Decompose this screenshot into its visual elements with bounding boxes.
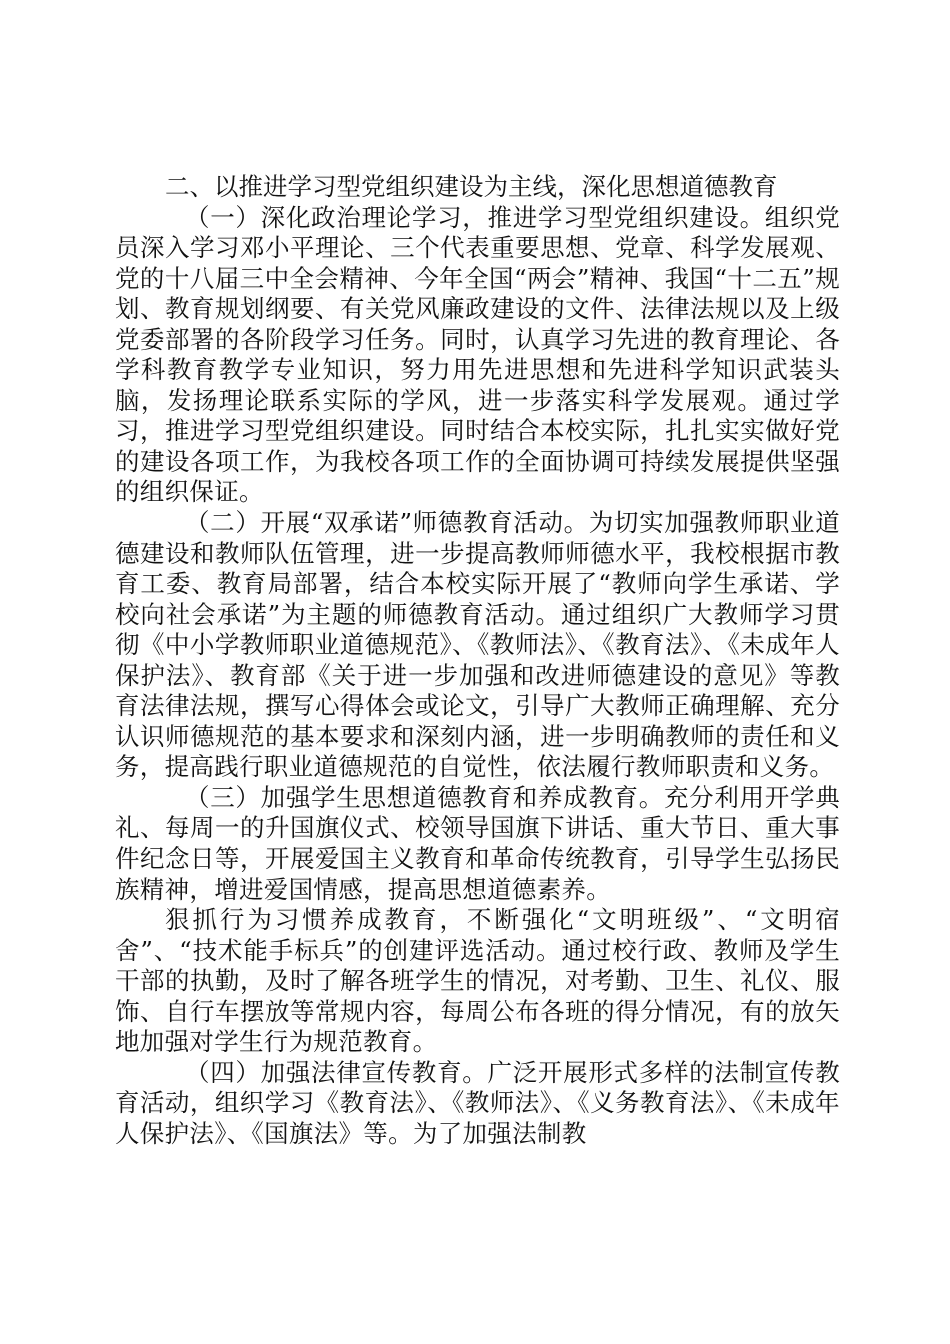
paragraph-dual-commitment: （二）开展“双承诺”师德教育活动。为切实加强教师职业道德建设和教师队伍管理，进一步提高教师师德水平，我校根据市教育工委、教育局部署，结合本校实际开展了“教师向学生承诺、学校向社会承诺”为主题的师德教育活动。通过组织广大教师学习贯彻《中小学教师职业道德规范》、《教师法》、《教育法》、《未成年人保护法》、教育部《关于进一步加强和改进师德建设的意见》等教育法律法规，撰写心得体会或论文，引导广大教师正确理解、充分认识师德规范的基本要求和深刻内涵，进一步明确教师的责任和义务，提高践行职业道德规范的自觉性，依法履行教师职责和义务。 — [115, 508, 840, 782]
paragraph-student-moral-education: （三）加强学生思想道德教育和养成教育。充分利用开学典礼、每周一的升国旗仪式、校领导国旗下讲话、重大节日、重大事件纪念日等，开展爱国主义教育和革命传统教育，引导学生弘扬民族精神，增进爱国情感，提高思想道德素养。 — [115, 782, 840, 904]
paragraph-legal-education: （四）加强法律宣传教育。广泛开展形式多样的法制宣传教育活动，组织学习《教育法》、《教师法》、《义务教育法》、《未成年人保护法》、《国旗法》等。为了加强法制教 — [115, 1057, 840, 1148]
document-page — [115, 172, 840, 1150]
section-heading: 二、以推进学习型党组织建设为主线，深化思想道德教育 — [165, 172, 778, 201]
paragraph-political-study: （一）深化政治理论学习，推进学习型党组织建设。组织党员深入学习邓小平理论、三个代表重要思想、党章、科学发展观、党的十八届三中全会精神、今年全国“两会”精神、我国“十二五”规划、教育规划纲要、有关党风廉政建设的文件、法律法规以及上级党委部署的各阶段学习任务。同时，认真学习先进的教育理论、各学科教育教学专业知识，努力用先进思想和先进科学知识武装头脑，发扬理论联系实际的学风，进一步落实科学发展观。通过学习，推进学习型党组织建设。同时结合本校实际，扎扎实实做好党的建设各项工作，为我校各项工作的全面协调可持续发展提供坚强的组织保证。 — [115, 202, 840, 507]
paragraph-habit-formation: 狠抓行为习惯养成教育，不断强化“文明班级”、“文明宿舍”、“技术能手标兵”的创建评选活动。通过校行政、教师及学生干部的执勤，及时了解各班学生的情况，对考勤、卫生、礼仪、服饰、自行车摆放等常规内容，每周公布各班的得分情况，有的放矢地加强对学生行为规范教育。 — [115, 905, 840, 1057]
